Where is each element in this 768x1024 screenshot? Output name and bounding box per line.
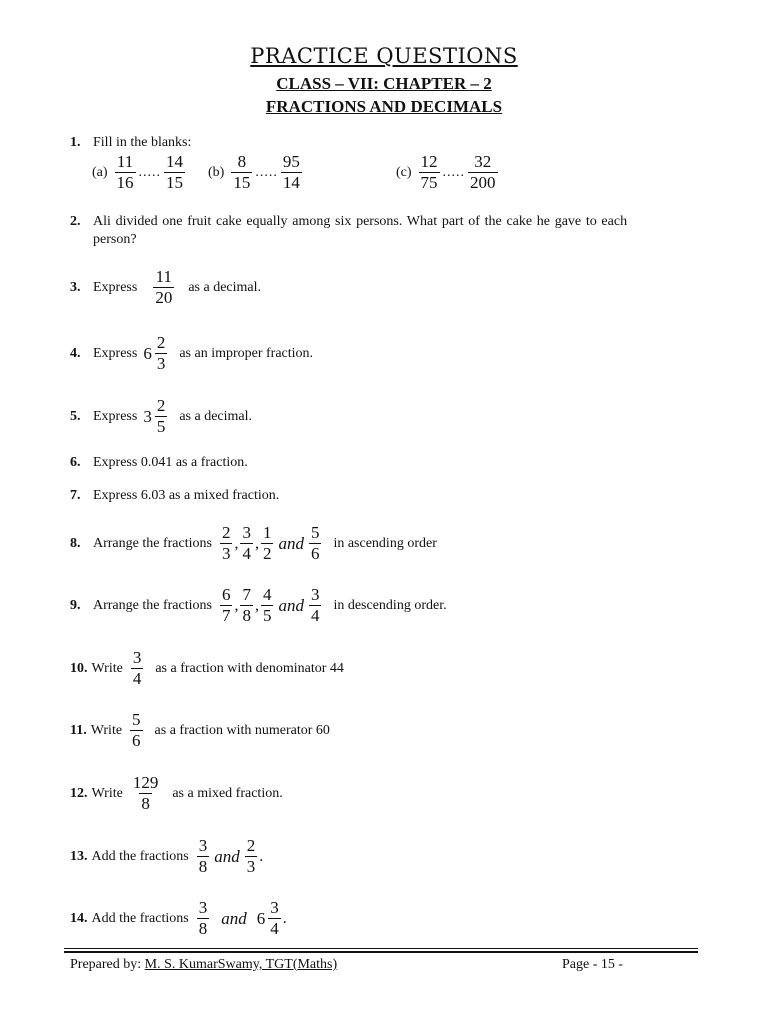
part-label: (a) xyxy=(92,164,108,180)
conjunction: and xyxy=(278,595,304,615)
question-number: 2. xyxy=(70,214,81,229)
question-text: Ali divided one fruit cake equally among six persons. What part of the cake he gave to each xyxy=(93,214,628,229)
fraction: $\frac{14}{15}$ xyxy=(166,152,184,192)
whole-number: 6 xyxy=(256,908,266,928)
conjunction: and xyxy=(278,533,304,553)
fraction: $\frac{3}{4}$ xyxy=(242,523,251,563)
question-text: Fill in the blanks: xyxy=(93,135,192,150)
fraction: $\frac{2}{5}$ xyxy=(156,396,166,436)
question-text: Arrange the fractions xyxy=(93,597,212,613)
footer-rule xyxy=(64,948,698,949)
fraction: $\frac{3}{4}$ xyxy=(270,898,279,938)
fraction: $\frac{5}{6}$ xyxy=(310,523,320,563)
fraction: $\frac{6}{7}$ xyxy=(221,585,231,625)
prepared-by-label: Prepared by: xyxy=(70,957,142,972)
question-6 xyxy=(70,455,248,471)
whole-number: 3 xyxy=(143,406,152,426)
question-text: as a fraction with numerator 60 xyxy=(154,722,330,738)
question-text: as a mixed fraction. xyxy=(172,785,283,801)
question-1a xyxy=(92,152,187,193)
question-text: Add the fractions xyxy=(91,848,189,864)
question-number: 5. xyxy=(70,408,81,424)
question-number: 14. xyxy=(70,910,88,926)
question-text: Express 0.041 as a fraction. xyxy=(93,455,248,470)
question-2-continued xyxy=(93,232,137,248)
question-11 xyxy=(70,710,330,751)
period: . xyxy=(259,847,264,865)
question-text: in ascending order xyxy=(333,535,437,551)
fraction: $\frac{2}{3}$ xyxy=(246,836,256,876)
fraction: $\frac{7}{8}$ xyxy=(242,585,251,625)
question-text: Add the fractions xyxy=(91,910,189,926)
fraction: $\frac{11}{16}$ xyxy=(116,152,134,192)
fraction: $\frac{3}{8}$ xyxy=(198,836,208,876)
question-text: Express xyxy=(93,408,138,424)
question-number: 10. xyxy=(70,660,88,676)
question-text: Write xyxy=(91,785,123,801)
question-number: 11. xyxy=(70,722,87,738)
question-text: Express xyxy=(93,345,138,361)
fraction: $\frac{8}{15}$ xyxy=(233,152,251,192)
class-chapter-heading: CLASS – VII: CHAPTER – 2 xyxy=(276,74,492,93)
question-text: Express xyxy=(93,279,138,295)
fraction: $\frac{4}{5}$ xyxy=(262,585,272,625)
part-label: (b) xyxy=(208,164,225,180)
question-text: Express 6.03 as a mixed fraction. xyxy=(93,488,280,503)
author-name: M. S. KumarSwamy, TGT(Maths) xyxy=(144,957,338,972)
fraction: $\frac{5}{6}$ xyxy=(132,710,141,750)
fraction: $\frac{95}{14}$ xyxy=(282,152,300,192)
question-12 xyxy=(70,773,283,814)
chapter-title: FRACTIONS AND DECIMALS xyxy=(265,97,503,116)
question-8: 8. Arrange the fractions $\frac{2}{3}$ , $\frac{3}{4}$ , $\frac{1}{2}$ and $\frac{5}{6}$ in ascending order xyxy=(70,523,437,563)
question-number: 9. xyxy=(70,597,81,613)
question-number: 6. xyxy=(70,455,81,470)
question-text: Write xyxy=(90,722,123,738)
question-text: Arrange the fractions xyxy=(93,535,212,551)
question-text: person? xyxy=(93,232,137,247)
question-2 xyxy=(70,214,627,230)
question-number: 13. xyxy=(70,848,88,864)
fraction: $\frac{11}{20}$ xyxy=(155,267,173,307)
whole-number: 6 xyxy=(143,343,152,363)
question-number: 4. xyxy=(70,345,81,361)
question-13 xyxy=(70,836,263,877)
conjunction: and xyxy=(221,908,247,928)
question-5 xyxy=(70,396,252,437)
question-text: as a decimal. xyxy=(188,279,262,295)
question-1b xyxy=(208,152,304,193)
question-number: 1. xyxy=(70,135,81,150)
blank-dots: ..... xyxy=(442,164,466,180)
fraction: $\frac{2}{3}$ xyxy=(221,523,231,563)
footer-credit xyxy=(70,957,337,973)
question-14 xyxy=(70,898,287,939)
question-7 xyxy=(70,488,279,504)
question-text: Write xyxy=(91,660,123,676)
fraction: $\frac{129}{8}$ xyxy=(132,773,159,813)
question-number: 8. xyxy=(70,535,81,551)
question-1 xyxy=(70,135,191,151)
question-1c xyxy=(396,152,500,193)
page-number: Page - 15 - xyxy=(562,957,624,972)
footer-rule xyxy=(64,951,698,953)
fraction: $\frac{12}{75}$ xyxy=(420,152,438,192)
conjunction: and xyxy=(214,846,240,866)
question-number: 7. xyxy=(70,488,81,503)
period: . xyxy=(282,909,287,927)
page-title: PRACTICE QUESTIONS xyxy=(250,44,518,68)
question-3 xyxy=(70,267,261,308)
question-number: 12. xyxy=(70,785,88,801)
question-10 xyxy=(70,648,344,689)
blank-dots: ..... xyxy=(138,164,162,180)
question-text: as an improper fraction. xyxy=(179,345,314,361)
question-text: in descending order. xyxy=(333,597,447,613)
question-text: as a decimal. xyxy=(179,408,253,424)
part-label: (c) xyxy=(396,164,412,180)
fraction: $\frac{32}{200}$ xyxy=(470,152,496,192)
question-4 xyxy=(70,333,313,374)
fraction: $\frac{3}{8}$ xyxy=(198,898,208,938)
blank-dots: ..... xyxy=(255,164,278,180)
fraction: $\frac{3}{4}$ xyxy=(132,648,142,688)
question-9: 9. Arrange the fractions $\frac{6}{7}$ , $\frac{7}{8}$ , $\frac{4}{5}$ and $\frac{3}{4}$ in descending order. xyxy=(70,585,447,625)
fraction: $\frac{1}{2}$ xyxy=(262,523,272,563)
question-text: as a fraction with denominator 44 xyxy=(155,660,344,676)
fraction: $\frac{2}{3}$ xyxy=(156,333,166,373)
question-number: 3. xyxy=(70,279,81,295)
fraction: $\frac{3}{4}$ xyxy=(310,585,320,625)
